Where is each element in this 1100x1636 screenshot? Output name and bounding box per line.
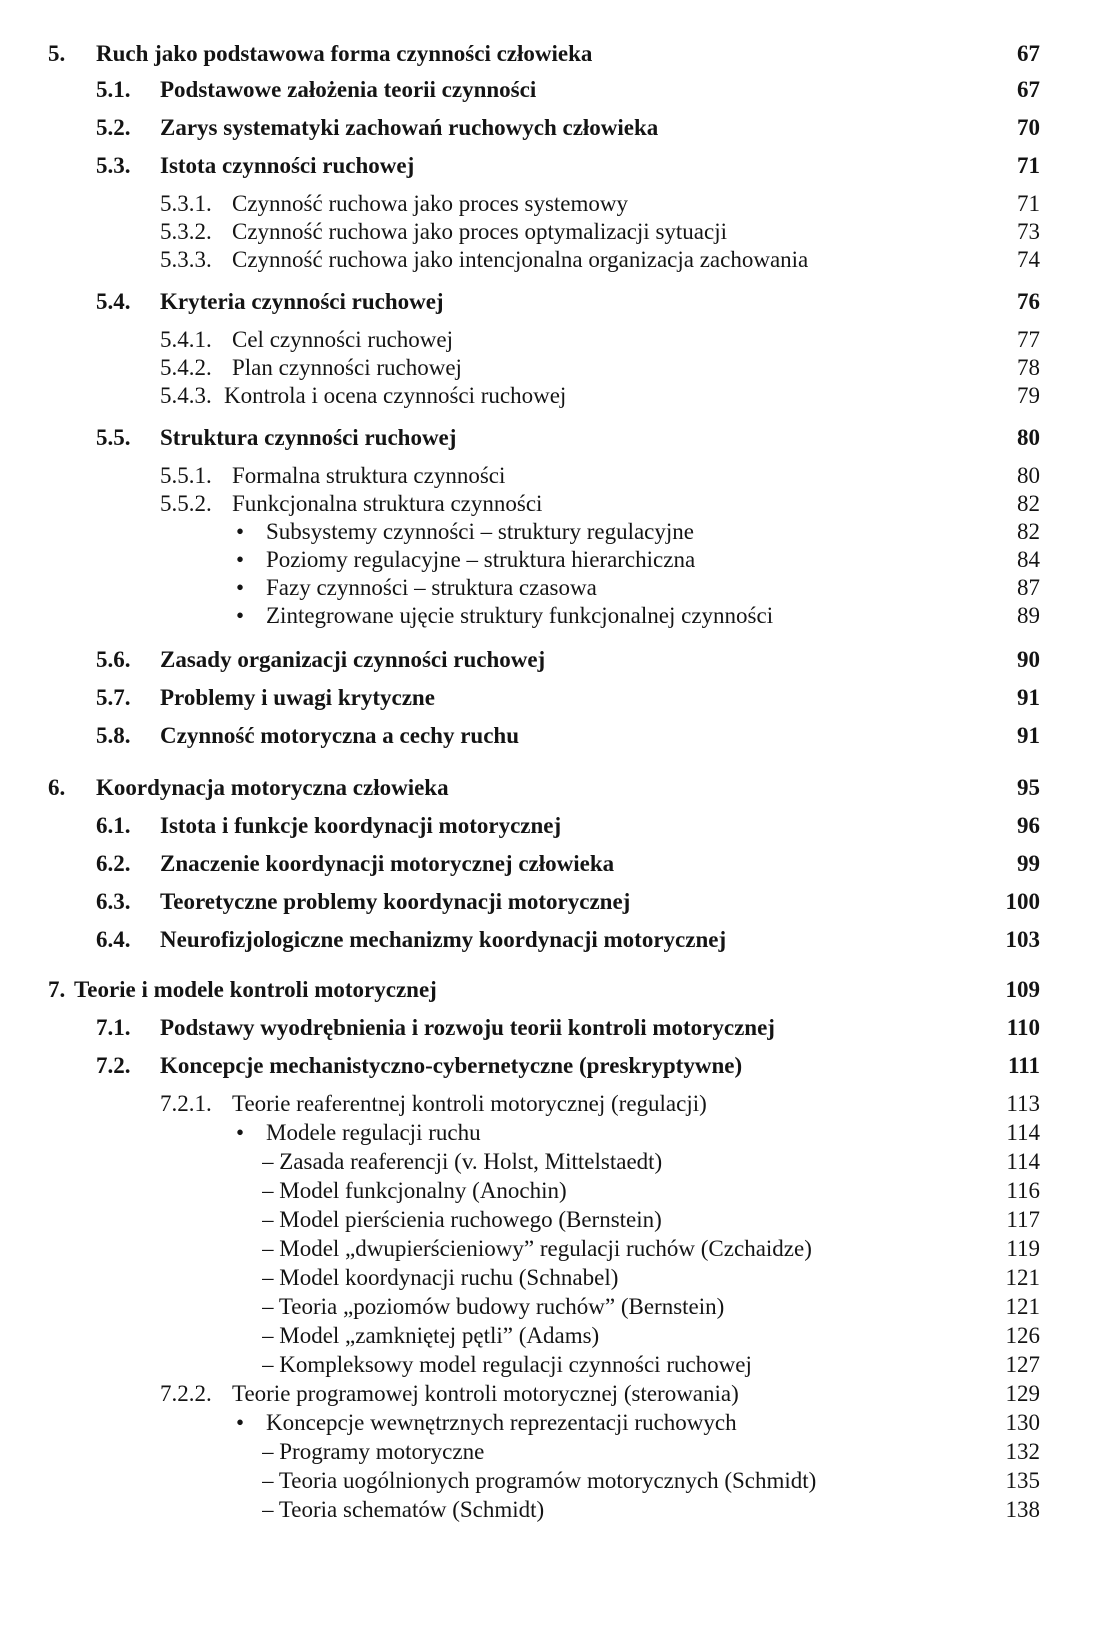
bullet-icon: • [236,575,245,600]
entry-title: Koncepcje mechanistyczno-cybernetyczne (preskryptywne) [160,1053,743,1078]
toc-entry-item [0,1496,1100,1525]
entry-title: Zasady organizacji czynności ruchowej [160,647,546,672]
entry-number: 5.7. [96,685,131,710]
bullet-icon: • [236,547,245,572]
entry-page: 114 [972,1119,1040,1147]
entry-number: 5.4. [96,289,131,314]
entry-title: – Model funkcjonalny (Anochin) [262,1178,567,1203]
entry-page: 87 [972,574,1040,602]
entry-number: 5.4.2. [160,355,212,380]
entry-title: Kontrola i ocena czynności ruchowej [224,383,567,408]
toc-entry-chapter [0,40,1100,76]
entry-number: 6.2. [96,851,131,876]
entry-title: Kryteria czynności ruchowej [160,289,444,314]
entry-number: 5.2. [96,115,131,140]
entry-number: 5.4.1. [160,327,212,352]
toc-entry-section [0,1014,1100,1052]
entry-page: 91 [972,684,1040,712]
toc-entry-item [0,1264,1100,1293]
entry-title: Koncepcje wewnętrznych reprezentacji ruchowych [266,1410,737,1435]
entry-title: Istota i funkcje koordynacji motorycznej [160,813,562,838]
entry-title: – Teoria uogólnionych programów motorycznych (Schmidt) [262,1468,817,1493]
entry-page: 103 [972,926,1040,954]
entry-title: Problemy i uwagi krytyczne [160,685,435,710]
entry-page: 109 [972,976,1040,1004]
toc-entry-subsection [0,462,1100,490]
entry-page: 76 [972,288,1040,316]
entry-number: 5.8. [96,723,131,748]
bullet-icon: • [236,1120,245,1145]
entry-page: 80 [972,462,1040,490]
entry-number: 7.1. [96,1015,131,1040]
entry-number: 6. [48,775,66,800]
entry-page: 79 [972,382,1040,410]
toc-entry-section [0,424,1100,462]
toc-entry-subsection [0,490,1100,518]
toc-entry-bullet [0,1409,1100,1438]
entry-title: Teorie programowej kontroli motorycznej (sterowania) [232,1381,739,1406]
entry-page: 119 [972,1235,1040,1263]
toc-entry-section [0,888,1100,926]
entry-title: Teoretyczne problemy koordynacji motorycznej [160,889,631,914]
entry-title: Zintegrowane ujęcie struktury funkcjonalnej czynności [266,603,774,628]
entry-number: 5.5.1. [160,463,212,488]
entry-page: 111 [972,1052,1040,1080]
entry-number: 5. [48,41,66,66]
entry-title: – Programy motoryczne [262,1439,485,1464]
entry-page: 127 [972,1351,1040,1379]
entry-title: – Model „dwupierścieniowy” regulacji ruchów (Czchaidze) [262,1236,812,1261]
entry-title: Modele regulacji ruchu [266,1120,481,1145]
entry-number: 5.6. [96,647,131,672]
entry-number: 6.1. [96,813,131,838]
entry-title: Istota czynności ruchowej [160,153,415,178]
entry-title: – Model koordynacji ruchu (Schnabel) [262,1265,619,1290]
entry-page: 82 [972,490,1040,518]
toc-entry-item [0,1148,1100,1177]
toc-entry-bullet [0,1119,1100,1148]
entry-page: 114 [972,1148,1040,1176]
entry-page: 126 [972,1322,1040,1350]
entry-page: 138 [972,1496,1040,1524]
toc-entry-chapter [0,976,1100,1014]
entry-title: Cel czynności ruchowej [232,327,453,352]
entry-title: Poziomy regulacyjne – struktura hierarchiczna [266,547,696,572]
entry-title: Czynność ruchowa jako proces optymalizacji sytuacji [232,219,727,244]
entry-number: 5.1. [96,77,131,102]
entry-page: 80 [972,424,1040,452]
entry-title: Czynność ruchowa jako intencjonalna organizacja zachowania [232,247,809,272]
entry-number: 5.3.1. [160,191,212,216]
toc-entry-subsection [0,218,1100,246]
entry-page: 70 [972,114,1040,142]
entry-page: 82 [972,518,1040,546]
toc-entry-section [0,76,1100,114]
entry-title: Ruch jako podstawowa forma czynności człowieka [96,41,593,66]
entry-title: Zarys systematyki zachowań ruchowych człowieka [160,115,659,140]
toc-entry-section [0,1052,1100,1090]
toc-entry-item [0,1322,1100,1351]
toc-entry-item [0,1235,1100,1264]
entry-page: 117 [972,1206,1040,1234]
entry-number: 5.5.2. [160,491,212,516]
entry-page: 135 [972,1467,1040,1495]
entry-title: Teorie reaferentnej kontroli motorycznej (regulacji) [232,1091,707,1116]
toc-entry-subsection [0,190,1100,218]
toc-entry-bullet [0,546,1100,574]
bullet-icon: • [236,519,245,544]
toc-entry-item [0,1351,1100,1380]
entry-page: 73 [972,218,1040,246]
entry-page: 84 [972,546,1040,574]
toc-entry-section [0,722,1100,774]
entry-page: 121 [972,1264,1040,1292]
entry-title: – Teoria schematów (Schmidt) [262,1497,545,1522]
entry-number: 6.4. [96,927,131,952]
toc-entry-item [0,1467,1100,1496]
toc-entry-item [0,1177,1100,1206]
entry-page: 78 [972,354,1040,382]
entry-page: 130 [972,1409,1040,1437]
toc-entry-bullet [0,574,1100,602]
entry-page: 96 [972,812,1040,840]
entry-title: Subsystemy czynności – struktury regulacyjne [266,519,694,544]
entry-page: 77 [972,326,1040,354]
entry-number: 7.2. [96,1053,131,1078]
entry-page: 71 [972,152,1040,180]
entry-number: 5.3.3. [160,247,212,272]
entry-title: Neurofizjologiczne mechanizmy koordynacji motorycznej [160,927,727,952]
toc-entry-subsection [0,1380,1100,1409]
entry-page: 113 [972,1090,1040,1118]
entry-page: 91 [972,722,1040,750]
toc-entry-section [0,684,1100,722]
entry-title: Fazy czynności – struktura czasowa [266,575,597,600]
entry-number: 5.3.2. [160,219,212,244]
entry-title: – Model „zamkniętej pętli” (Adams) [262,1323,600,1348]
toc-entry-chapter [0,774,1100,812]
toc-entry-bullet [0,518,1100,546]
entry-title: Czynność ruchowa jako proces systemowy [232,191,629,216]
entry-title: Plan czynności ruchowej [232,355,462,380]
toc-entry-bullet [0,602,1100,646]
entry-title: Formalna struktura czynności [232,463,506,488]
entry-page: 95 [972,774,1040,802]
entry-page: 71 [972,190,1040,218]
toc-entry-subsection [0,382,1100,424]
toc-entry-section [0,152,1100,190]
entry-title: – Zasada reaferencji (v. Holst, Mittelstaedt) [262,1149,663,1174]
entry-page: 110 [972,1014,1040,1042]
entry-number: 7.2.1. [160,1091,212,1116]
entry-page: 89 [972,602,1040,630]
entry-title: Czynność motoryczna a cechy ruchu [160,723,520,748]
entry-page: 67 [972,40,1040,68]
entry-title: Teorie i modele kontroli motorycznej [74,977,437,1002]
entry-page: 129 [972,1380,1040,1408]
toc-entry-item [0,1438,1100,1467]
entry-title: – Kompleksowy model regulacji czynności ruchowej [262,1352,752,1377]
toc-entry-subsection [0,246,1100,288]
entry-title: Struktura czynności ruchowej [160,425,457,450]
entry-number: 7.2.2. [160,1381,212,1406]
entry-page: 99 [972,850,1040,878]
toc-entry-subsection [0,1090,1100,1119]
table-of-contents [0,40,1100,1525]
bullet-icon: • [236,603,245,628]
toc-entry-section [0,288,1100,326]
entry-number: 6.3. [96,889,131,914]
toc-entry-subsection [0,326,1100,354]
bullet-icon: • [236,1410,245,1435]
toc-entry-item [0,1293,1100,1322]
entry-page: 67 [972,76,1040,104]
entry-page: 100 [972,888,1040,916]
toc-entry-section [0,646,1100,684]
toc-entry-section [0,850,1100,888]
entry-title: Znaczenie koordynacji motorycznej człowieka [160,851,615,876]
toc-entry-item [0,1206,1100,1235]
entry-title: – Teoria „poziomów budowy ruchów” (Bernstein) [262,1294,725,1319]
toc-entry-section [0,114,1100,152]
entry-title: Podstawy wyodrębnienia i rozwoju teorii kontroli motorycznej [160,1015,775,1040]
entry-page: 121 [972,1293,1040,1321]
entry-title: Podstawowe założenia teorii czynności [160,77,537,102]
entry-page: 116 [972,1177,1040,1205]
entry-page: 74 [972,246,1040,274]
entry-title: Koordynacja motoryczna człowieka [96,775,449,800]
entry-number: 5.3. [96,153,131,178]
entry-number: 5.5. [96,425,131,450]
toc-entry-section [0,926,1100,976]
entry-page: 132 [972,1438,1040,1466]
entry-title: – Model pierścienia ruchowego (Bernstein) [262,1207,662,1232]
entry-page: 90 [972,646,1040,674]
toc-entry-section [0,812,1100,850]
entry-number: 5.4.3. [160,383,212,408]
entry-title: Funkcjonalna struktura czynności [232,491,543,516]
entry-number: 7. [48,977,66,1002]
toc-entry-subsection [0,354,1100,382]
